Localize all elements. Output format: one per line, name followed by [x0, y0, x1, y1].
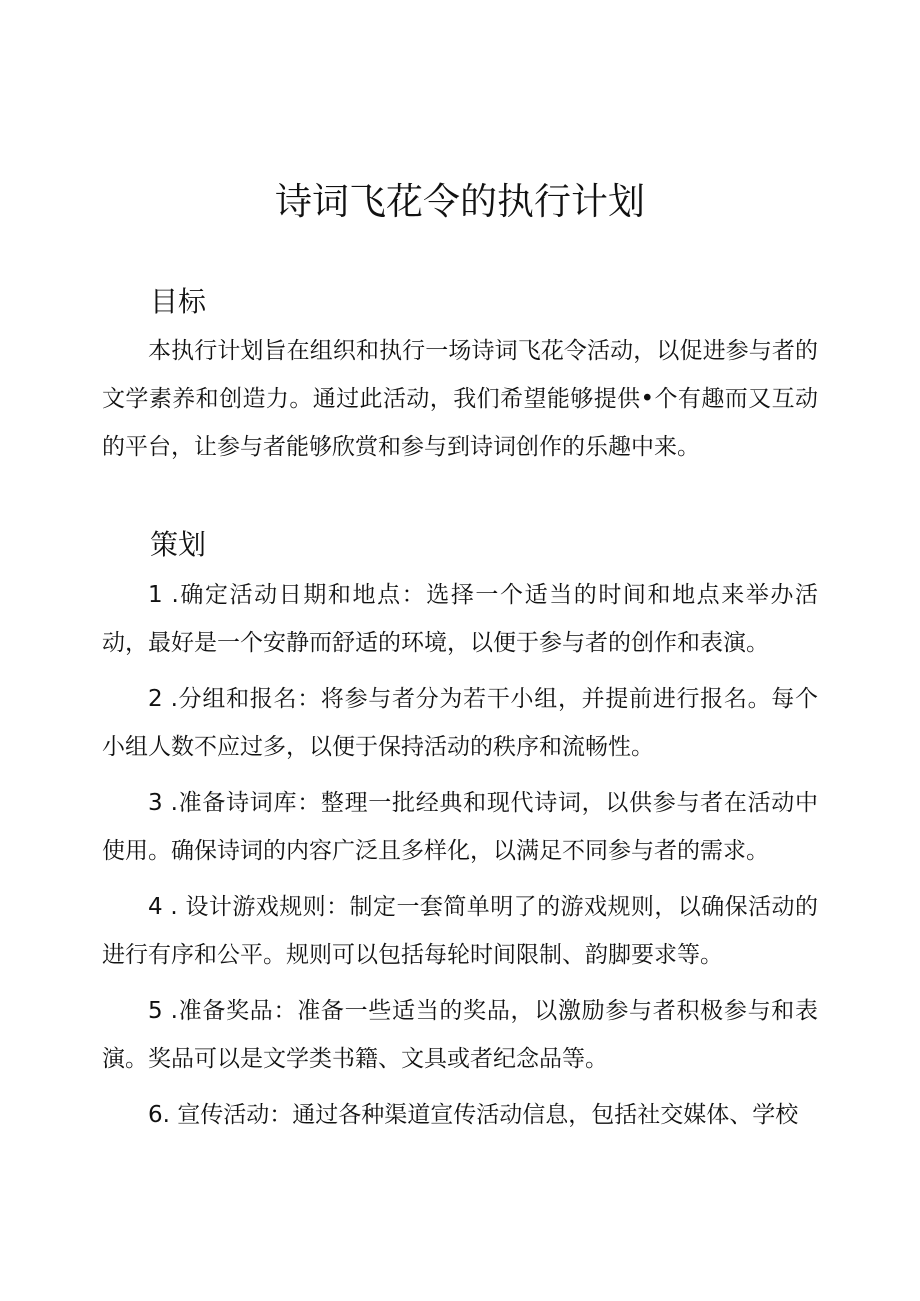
section-heading-plan: 策划 [150, 528, 207, 561]
plan-item-5: 5 .准备奖品：准备一些适当的奖品，以激励参与者积极参与和表演。奖品可以是文学类书籍、文具或者纪念品等。 [102, 998, 818, 1072]
page-title: 诗词飞花令的执行计划 [275, 180, 645, 223]
plan-item-3: 3 .准备诗词库：整理一批经典和现代诗词，以供参与者在活动中使用。确保诗词的内容广泛且多样化，以满足不同参与者的需求。 [102, 790, 818, 864]
plan-item-1: 1 .确定活动日期和地点：选择一个适当的时间和地点来举办活动，最好是一个安静而舒适的环境，以便于参与者的创作和表演。 [102, 582, 818, 656]
section-heading-goal: 目标 [150, 285, 207, 318]
goal-paragraph: 本执行计划旨在组织和执行一场诗词飞花令活动，以促进参与者的文学素养和创造力。通过此活动，我们希望能够提供•个有趣而又互动的平台，让参与者能够欣赏和参与到诗词创作的乐趣中来。 [102, 338, 818, 460]
plan-list [102, 571, 818, 1147]
plan-item-2: 2 .分组和报名：将参与者分为若干小组，并提前进行报名。每个小组人数不应过多，以便于保持活动的秩序和流畅性。 [102, 686, 818, 760]
plan-item-6: 6. 宣传活动：通过各种渠道宣传活动信息，包括社交媒体、学校 [148, 1102, 799, 1128]
plan-item-4: 4 . 设计游戏规则：制定一套简单明了的游戏规则，以确保活动的进行有序和公平。规则可以包括每轮时间限制、韵脚要求等。 [102, 894, 818, 968]
